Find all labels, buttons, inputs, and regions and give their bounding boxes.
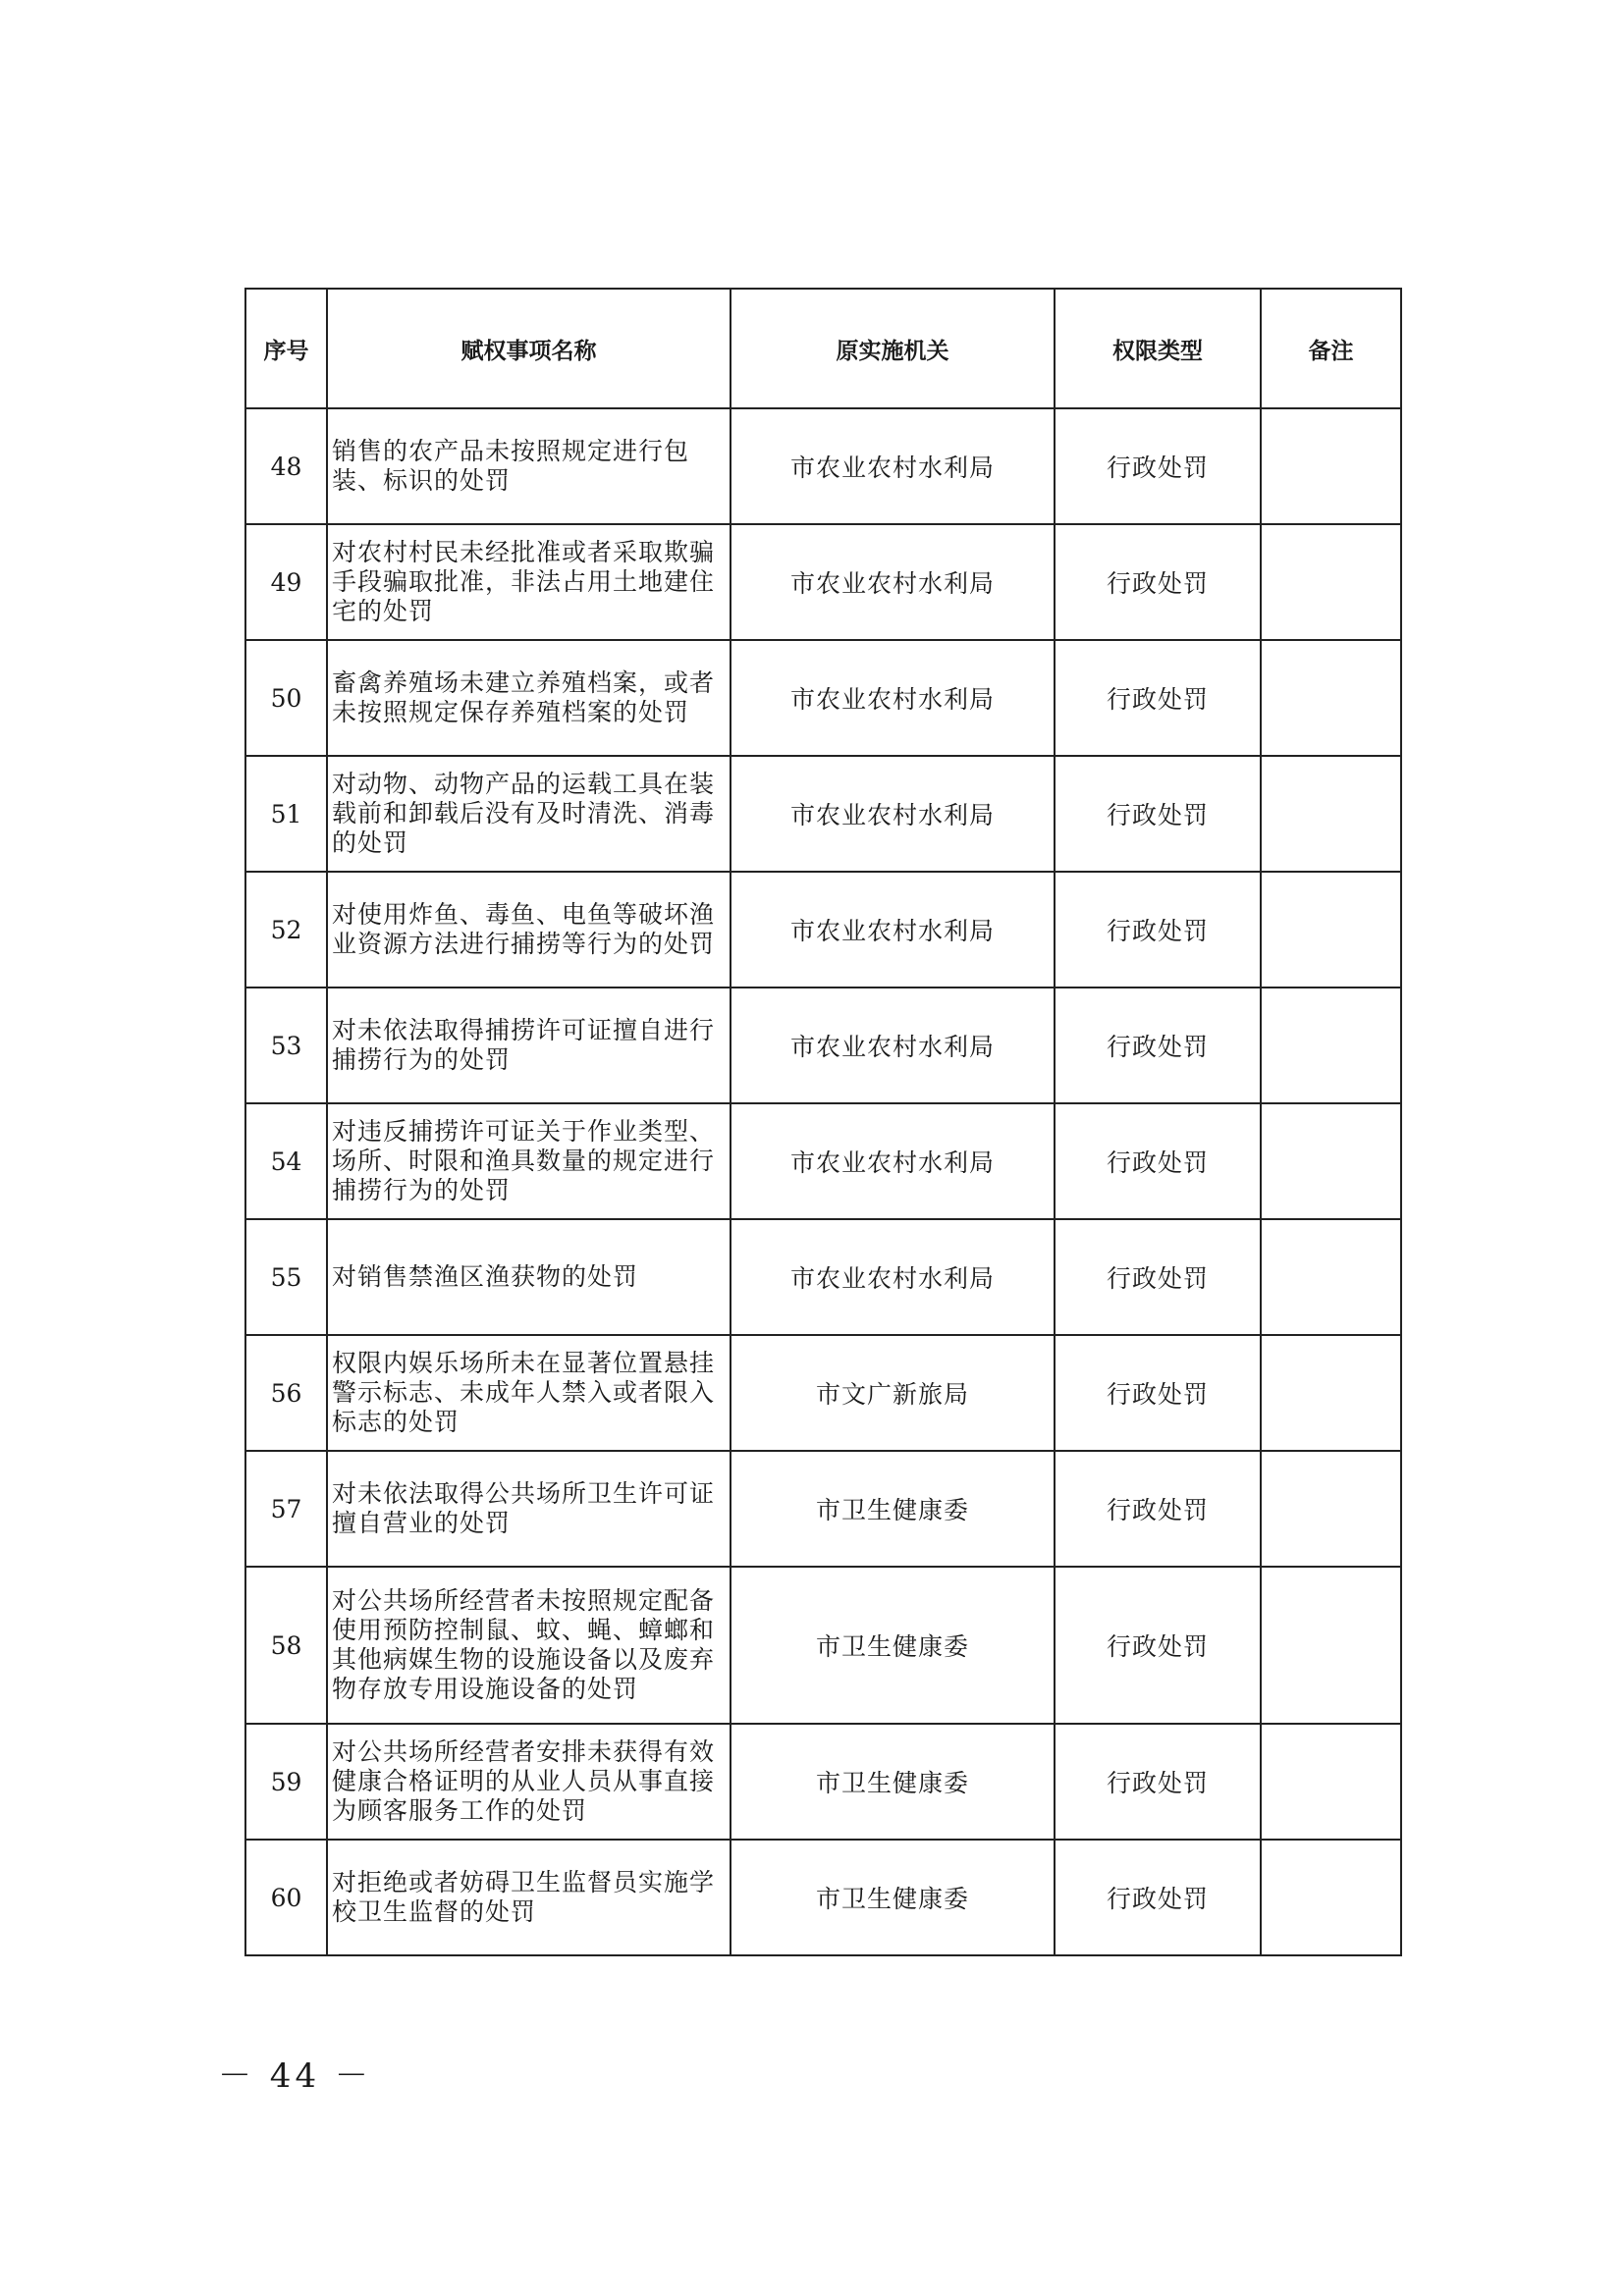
row-seq: 57 (245, 1451, 327, 1567)
row-item-name: 销售的农产品未按照规定进行包装、标识的处罚 (327, 408, 731, 524)
row-original-agency: 市文广新旅局 (731, 1335, 1055, 1451)
header-item-name: 赋权事项名称 (327, 289, 731, 408)
row-seq: 60 (245, 1840, 327, 1955)
row-seq: 55 (245, 1219, 327, 1335)
row-authority-type: 行政处罚 (1055, 1840, 1261, 1955)
table-header-row (245, 289, 1401, 408)
row-item-name: 对农村村民未经批准或者采取欺骗手段骗取批准，非法占用土地建住宅的处罚 (327, 524, 731, 640)
row-item-name: 对拒绝或者妨碍卫生监督员实施学校卫生监督的处罚 (327, 1840, 731, 1955)
row-authority-type: 行政处罚 (1055, 408, 1261, 524)
row-item-name: 权限内娱乐场所未在显著位置悬挂警示标志、未成年人禁入或者限入标志的处罚 (327, 1335, 731, 1451)
row-original-agency: 市农业农村水利局 (731, 756, 1055, 872)
row-authority-type: 行政处罚 (1055, 1451, 1261, 1567)
row-note (1261, 988, 1401, 1103)
row-note (1261, 1724, 1401, 1840)
row-original-agency: 市农业农村水利局 (731, 988, 1055, 1103)
authority-items-table (244, 288, 1402, 1956)
row-original-agency: 市农业农村水利局 (731, 408, 1055, 524)
row-note (1261, 1219, 1401, 1335)
row-note (1261, 872, 1401, 988)
row-note (1261, 1335, 1401, 1451)
table-row (245, 1219, 1401, 1335)
row-authority-type: 行政处罚 (1055, 756, 1261, 872)
table-row (245, 988, 1401, 1103)
row-authority-type: 行政处罚 (1055, 1219, 1261, 1335)
table-row (245, 872, 1401, 988)
header-note: 备注 (1261, 289, 1401, 408)
table-row (245, 1567, 1401, 1724)
row-item-name: 对未依法取得公共场所卫生许可证擅自营业的处罚 (327, 1451, 731, 1567)
row-item-name: 对使用炸鱼、毒鱼、电鱼等破坏渔业资源方法进行捕捞等行为的处罚 (327, 872, 731, 988)
row-item-name: 对动物、动物产品的运载工具在装载前和卸载后没有及时清洗、消毒的处罚 (327, 756, 731, 872)
row-original-agency: 市卫生健康委 (731, 1724, 1055, 1840)
row-seq: 56 (245, 1335, 327, 1451)
table-row (245, 756, 1401, 872)
page-number: － 44 － (218, 2056, 372, 2096)
header-original-agency: 原实施机关 (731, 289, 1055, 408)
table-row (245, 1451, 1401, 1567)
row-authority-type: 行政处罚 (1055, 872, 1261, 988)
row-seq: 51 (245, 756, 327, 872)
table-row (245, 1103, 1401, 1219)
row-original-agency: 市农业农村水利局 (731, 1219, 1055, 1335)
row-item-name: 对违反捕捞许可证关于作业类型、场所、时限和渔具数量的规定进行捕捞行为的处罚 (327, 1103, 731, 1219)
row-authority-type: 行政处罚 (1055, 1103, 1261, 1219)
row-item-name: 对公共场所经营者未按照规定配备使用预防控制鼠、蚊、蝇、蟑螂和其他病媒生物的设施设备以及废弃物存放专用设施设备的处罚 (327, 1567, 731, 1724)
row-authority-type: 行政处罚 (1055, 640, 1261, 756)
row-original-agency: 市农业农村水利局 (731, 640, 1055, 756)
row-note (1261, 756, 1401, 872)
table-row (245, 408, 1401, 524)
row-authority-type: 行政处罚 (1055, 988, 1261, 1103)
row-original-agency: 市卫生健康委 (731, 1451, 1055, 1567)
row-note (1261, 524, 1401, 640)
header-authority-type: 权限类型 (1055, 289, 1261, 408)
row-item-name: 对未依法取得捕捞许可证擅自进行捕捞行为的处罚 (327, 988, 731, 1103)
row-seq: 59 (245, 1724, 327, 1840)
row-note (1261, 1103, 1401, 1219)
row-note (1261, 408, 1401, 524)
row-original-agency: 市卫生健康委 (731, 1567, 1055, 1724)
row-seq: 49 (245, 524, 327, 640)
row-note (1261, 1451, 1401, 1567)
row-item-name: 对销售禁渔区渔获物的处罚 (327, 1219, 731, 1335)
table-row (245, 1724, 1401, 1840)
row-seq: 52 (245, 872, 327, 988)
row-seq: 48 (245, 408, 327, 524)
row-original-agency: 市农业农村水利局 (731, 1103, 1055, 1219)
table-row (245, 524, 1401, 640)
row-seq: 53 (245, 988, 327, 1103)
table-row (245, 640, 1401, 756)
row-original-agency: 市卫生健康委 (731, 1840, 1055, 1955)
row-authority-type: 行政处罚 (1055, 1724, 1261, 1840)
row-item-name: 畜禽养殖场未建立养殖档案，或者未按照规定保存养殖档案的处罚 (327, 640, 731, 756)
row-note (1261, 1840, 1401, 1955)
header-seq: 序号 (245, 289, 327, 408)
row-original-agency: 市农业农村水利局 (731, 524, 1055, 640)
table-row (245, 1840, 1401, 1955)
row-note (1261, 640, 1401, 756)
row-note (1261, 1567, 1401, 1724)
row-authority-type: 行政处罚 (1055, 524, 1261, 640)
row-original-agency: 市农业农村水利局 (731, 872, 1055, 988)
row-seq: 54 (245, 1103, 327, 1219)
row-seq: 50 (245, 640, 327, 756)
row-seq: 58 (245, 1567, 327, 1724)
table-row (245, 1335, 1401, 1451)
row-authority-type: 行政处罚 (1055, 1567, 1261, 1724)
row-item-name: 对公共场所经营者安排未获得有效健康合格证明的从业人员从事直接为顾客服务工作的处罚 (327, 1724, 731, 1840)
row-authority-type: 行政处罚 (1055, 1335, 1261, 1451)
